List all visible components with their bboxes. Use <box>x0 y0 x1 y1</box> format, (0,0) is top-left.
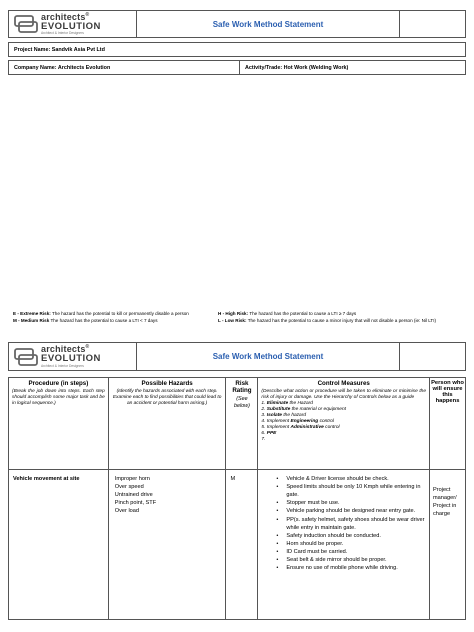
document-title: Safe Work Method Statement <box>212 19 324 29</box>
list-item: • ID Card must be carried. <box>272 548 425 556</box>
risk-rating: M <box>230 476 236 482</box>
responsible-person: Project manager/ Project in charge <box>433 487 457 518</box>
list-item: • Vehicle & Driver license should be check. <box>272 475 425 483</box>
company-activity-row <box>8 60 466 75</box>
project-name: Project Name: Sandvik Asia Pvt Ltd <box>14 46 105 53</box>
company-logo-2: architects® EVOLUTION Architect & Interior Designers <box>9 343 137 370</box>
logo-mark-icon <box>14 348 38 366</box>
swms-table <box>8 377 466 620</box>
header-hazards: Possible Hazards (Identify the hazards associated with each step. Examine each to find possibilities that could lead to an accident or potential harm arising.) <box>108 378 226 470</box>
list-item: • Ensure no use of mobile phone while driving. <box>272 564 425 572</box>
list-item: • Speed limits should be only 10 Kmph while entering in gate. <box>272 483 425 499</box>
logo-mark-icon <box>14 15 38 33</box>
activity-trade: Activity/Trade: Hot Work (Welding Work) <box>245 64 349 71</box>
list-item: • Stopper must be use. <box>272 499 425 507</box>
document-title-2: Safe Work Method Statement <box>212 352 324 361</box>
table-row <box>9 470 466 620</box>
procedure-step: Vehicle movement at site <box>13 476 80 482</box>
list-item: • Seat belt & side mirror should be proper. <box>272 556 425 564</box>
list-item: • PP(s. safety helmet, safety shoes should be wear driver while entry in maintain gate. <box>272 516 425 532</box>
list-item: • Vehicle parking should be designed near entry gate. <box>272 507 425 515</box>
hazards-list: Improper horn Over speed Untrained drive Pinch point, STF Over load <box>108 470 226 620</box>
company-name: Company Name: Architects Evolution <box>14 64 111 71</box>
company-logo: architects® EVOLUTION Architect & Interior Designers <box>9 11 137 37</box>
risk-legend-left: E - Extreme Risk: The hazard has the potential to kill or permanently disable a person M - Medium Risk The hazard has the potential to cause a LTI < 7 days <box>13 311 189 323</box>
page1-header <box>8 10 466 38</box>
risk-legend-right: H - High Risk: The hazard has the potential to cause a LTI ≥ 7 days L - Low Risk: The hazard has the potential to cause a minor injury that will not disable a person (ie: Nil LTI) <box>218 311 437 323</box>
page2-header <box>8 342 466 371</box>
list-item: • Horn should be proper. <box>272 540 425 548</box>
control-measures-list <box>272 475 425 572</box>
hierarchy-of-controls: 1. Eliminate the Hazard 2. Substitute the material or equipment 3. Isolate the hazard 4. Implement Engineering control 5. Implement Administrative control 6. PPE 7. <box>261 400 346 442</box>
list-item: • Safety induction should be conducted. <box>272 532 425 540</box>
header-control: Control Measures (Describe what action or procedure will be taken to eliminate or minimise the risk of injury or damage. Use the Hierarchy of Controls below as a guide 1. Eliminate the Hazard 2. Substitute the material or equipment 3. Isolate the hazard 4. Implement Engineering control 5. Implement Administrative control 6. PPE 7. <box>258 378 430 470</box>
header-procedure: Procedure (in steps) (Break the job down into steps. Each step should accomplish some major task and be in logical sequence.) <box>9 378 109 470</box>
project-name-row <box>8 42 466 57</box>
header-person: Person who will ensure this happens <box>430 378 466 470</box>
header-risk: Risk Rating (See below) <box>226 378 258 470</box>
